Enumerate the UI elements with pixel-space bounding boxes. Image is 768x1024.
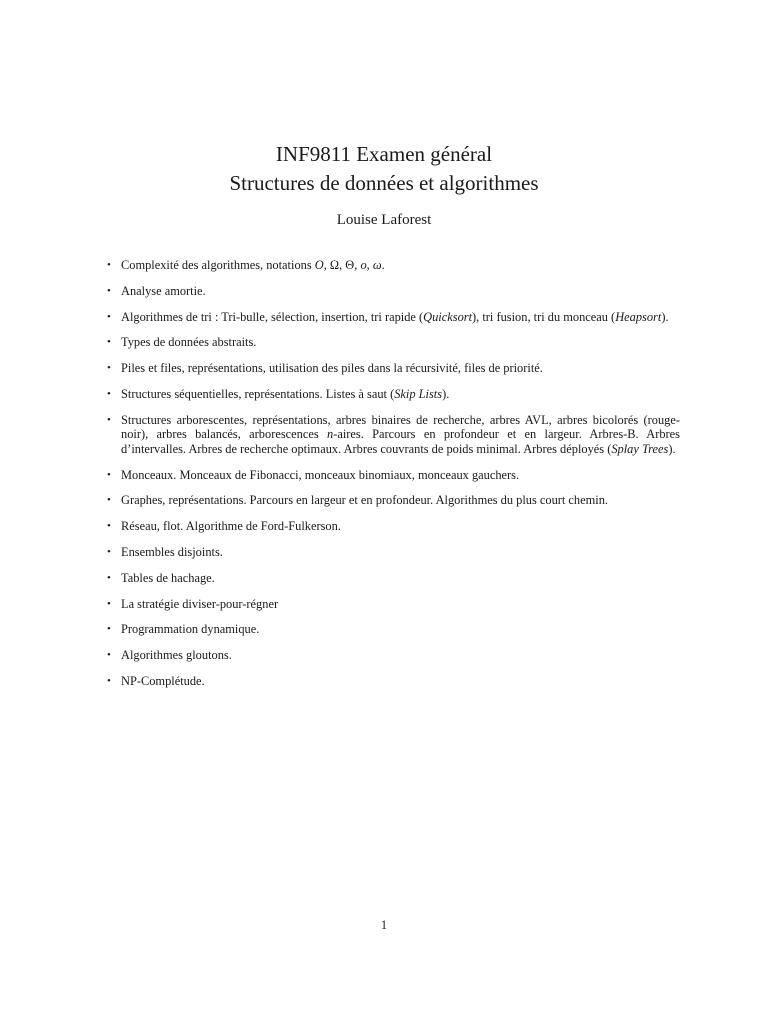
list-item-text	[121, 519, 341, 533]
list-item	[104, 545, 680, 560]
text-segment: Tables de hachage.	[121, 570, 215, 585]
title-line-2: Structures de données et algorithmes	[229, 171, 539, 195]
list-item	[104, 387, 680, 402]
topic-list	[104, 258, 680, 700]
list-item-text	[121, 468, 519, 482]
bullet-icon: •	[107, 413, 111, 426]
bullet-icon: •	[107, 362, 111, 375]
list-item	[104, 493, 680, 508]
list-item-text	[121, 648, 232, 662]
list-item	[104, 468, 680, 483]
text-segment: -aires. Parcours en profondeur et en largeur. Arbres-B. Arbres d’intervalles. Arbres de recherche optimaux. Arbres couvrants de poids minimal. Arbres déployés (	[121, 427, 680, 456]
bullet-icon: •	[107, 336, 111, 349]
list-item	[104, 597, 680, 612]
italic-term: O	[314, 258, 324, 272]
text-segment: La stratégie diviser-pour-régner	[121, 596, 279, 611]
bullet-icon: •	[107, 494, 111, 507]
list-item-text	[121, 413, 680, 456]
italic-term: Splay Trees	[611, 441, 669, 456]
list-item	[104, 284, 680, 299]
list-item	[104, 310, 680, 325]
italic-term: ω	[372, 258, 382, 272]
text-segment: Graphes, représentations. Parcours en largeur et en profondeur. Algorithmes du plus court chemin.	[121, 493, 609, 508]
list-item-text	[121, 674, 205, 688]
list-item	[104, 622, 680, 637]
text-segment: Ensembles disjoints.	[121, 545, 223, 559]
text-segment: ,	[366, 258, 373, 272]
list-item	[104, 258, 680, 273]
list-item	[104, 361, 680, 376]
bullet-icon: •	[107, 649, 111, 662]
italic-term: o	[360, 258, 367, 272]
list-item	[104, 335, 680, 350]
bullet-icon: •	[107, 597, 111, 610]
bullet-icon: •	[107, 520, 111, 533]
list-item-text	[121, 361, 543, 375]
list-item-text	[121, 387, 449, 401]
italic-term: Quicksort	[423, 309, 473, 324]
list-item	[104, 674, 680, 689]
title-line-1: INF9811 Examen général	[275, 142, 493, 166]
text-segment: , Ω, Θ,	[323, 258, 361, 272]
text-segment: Algorithmes gloutons.	[121, 648, 232, 663]
bullet-icon: •	[107, 546, 111, 558]
text-segment: Types de données abstraits.	[121, 335, 257, 350]
page-number: 1	[380, 918, 388, 932]
text-segment: ).	[442, 386, 450, 401]
text-segment: ), tri fusion, tri du monceau (	[472, 309, 616, 324]
bullet-icon: •	[107, 674, 111, 687]
author-name: Louise Laforest	[336, 212, 432, 228]
list-item-text	[121, 310, 669, 324]
text-segment: Programmation dynamique.	[121, 622, 260, 637]
text-segment: Réseau, flot. Algorithme de Ford-Fulkerson.	[121, 519, 341, 534]
text-segment: ).	[668, 441, 676, 456]
bullet-icon: •	[107, 571, 111, 584]
bullet-icon: •	[107, 387, 111, 400]
document-title	[0, 140, 768, 198]
italic-term: n	[327, 427, 334, 442]
list-item	[104, 648, 680, 663]
text-segment: Analyse amortie.	[121, 283, 206, 298]
text-segment: Monceaux. Monceaux de Fibonacci, monceaux binomiaux, monceaux gauchers.	[121, 467, 520, 482]
text-segment: Algorithmes de tri : Tri-bulle, sélection, insertion, tri rapide (	[121, 309, 424, 324]
text-segment: Piles et files, représentations, utilisation des piles dans la récursivité, files de priorité.	[121, 361, 543, 376]
bullet-icon: •	[107, 468, 111, 481]
list-item-text	[121, 284, 206, 298]
list-item-text	[121, 258, 385, 272]
text-segment: ).	[661, 309, 669, 324]
text-segment: .	[381, 258, 385, 272]
bullet-icon: •	[107, 284, 111, 297]
text-segment: NP-Complétude.	[121, 673, 205, 688]
text-segment: Structures séquentielles, représentations. Listes à saut (	[121, 386, 395, 401]
list-item-text	[121, 335, 256, 349]
list-item	[104, 571, 680, 586]
list-item-text	[121, 571, 215, 585]
italic-term: Heapsort	[615, 309, 662, 324]
bullet-icon: •	[107, 310, 111, 323]
bullet-icon: •	[107, 259, 111, 271]
list-item	[104, 413, 680, 457]
text-segment: Structures arborescentes, représentations, arbres binaires de recherche, arbres AVL, arbres bicolorés (rouge-noir), arbres balancés, arborescences	[121, 412, 680, 442]
list-item-text	[121, 597, 278, 611]
list-item	[104, 519, 680, 534]
list-item-text	[121, 622, 259, 636]
italic-term: Skip Lists	[394, 386, 443, 401]
list-item-text	[121, 545, 223, 559]
list-item-text	[121, 493, 608, 507]
bullet-icon: •	[107, 623, 111, 636]
text-segment: Complexité des algorithmes, notations	[121, 258, 315, 272]
